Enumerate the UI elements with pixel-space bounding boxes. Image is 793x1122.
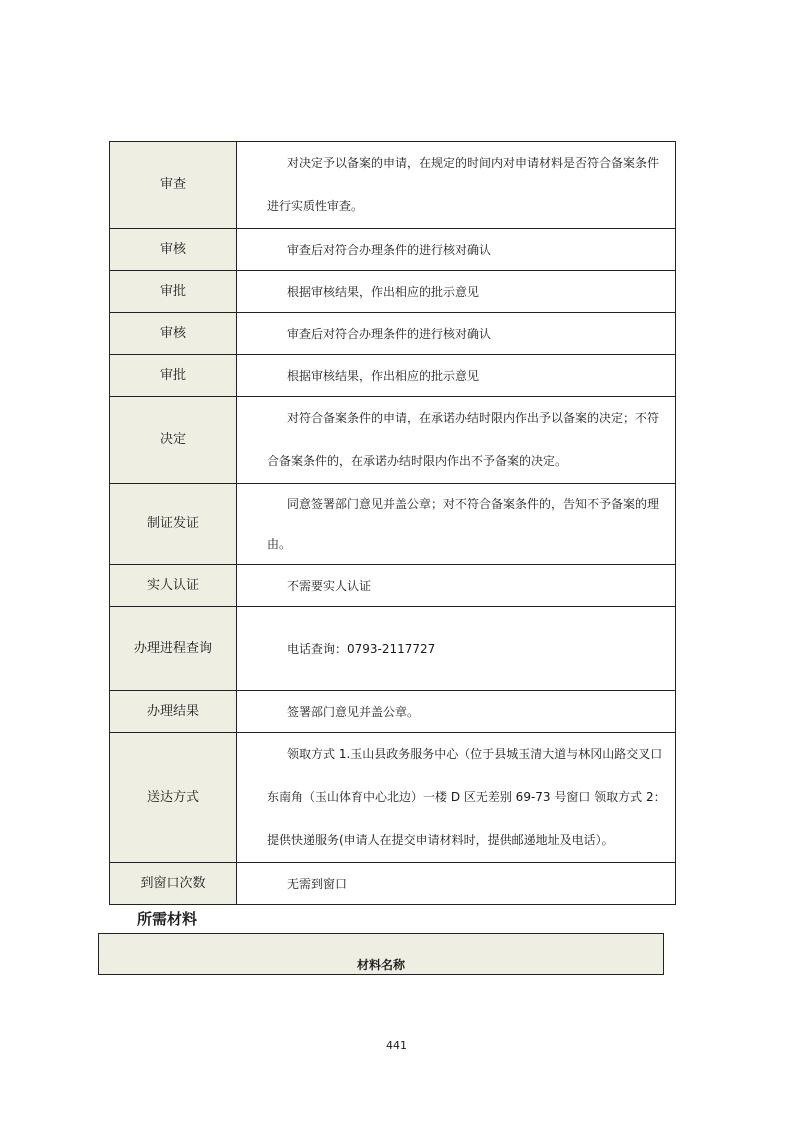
row-content: 领取方式 1.玉山县政务服务中心（位于县城玉清大道与林冈山路交叉口东南角（玉山体育中心北边）一楼 D 区无差别 69-73 号窗口 领取方式 2：提供快递服务(申请人在提交申请材料时，提供邮递地址及电话）。 <box>267 747 666 847</box>
row-label: 办理结果 <box>146 703 199 719</box>
row-content: 根据审核结果，作出相应的批示意见 <box>287 284 480 299</box>
row-content: 不需要实人认证 <box>287 578 372 593</box>
table-row <box>110 484 676 565</box>
row-label-cell <box>110 484 237 565</box>
row-label-cell <box>110 733 237 863</box>
row-label: 审核 <box>159 241 186 257</box>
row-content-cell <box>237 863 676 905</box>
row-content-cell <box>237 733 676 863</box>
table-row <box>110 229 676 271</box>
row-content-cell <box>237 355 676 397</box>
page-number: 441 <box>386 1039 407 1052</box>
row-content-cell <box>237 229 676 271</box>
table-row <box>110 271 676 313</box>
row-content: 同意签署部门意见并盖公章；对不符合备案条件的，告知不予备案的理由。 <box>267 497 660 551</box>
row-label: 审批 <box>159 367 186 383</box>
table-row <box>110 355 676 397</box>
row-label-cell <box>110 863 237 905</box>
row-label-cell <box>110 313 237 355</box>
row-label: 送达方式 <box>146 789 199 805</box>
row-content-cell <box>237 607 676 691</box>
row-content-cell <box>237 691 676 733</box>
row-label: 办理进程查询 <box>133 640 212 656</box>
materials-table-header <box>98 933 664 975</box>
table-row <box>110 607 676 691</box>
row-content-cell <box>237 142 676 229</box>
row-content-cell <box>237 565 676 607</box>
row-content: 电话查询：0793-2117727 <box>287 641 436 656</box>
row-content: 根据审核结果，作出相应的批示意见 <box>287 368 480 383</box>
row-content: 对符合备案条件的申请，在承诺办结时限内作出予以备案的决定；不符合备案条件的，在承诺办结时限内作出不予备案的决定。 <box>267 411 660 468</box>
row-content: 签署部门意见并盖公章。 <box>287 704 420 719</box>
table-row <box>110 863 676 905</box>
row-label-cell <box>110 271 237 313</box>
row-label-cell <box>110 607 237 691</box>
row-label-cell <box>110 397 237 484</box>
row-content: 审查后对符合办理条件的进行核对确认 <box>287 326 492 341</box>
table-row <box>110 313 676 355</box>
row-label: 审查 <box>159 177 186 192</box>
table-row <box>110 691 676 733</box>
row-label-cell <box>110 565 237 607</box>
row-label-cell <box>110 229 237 271</box>
table-row <box>110 142 676 229</box>
materials-header-label: 材料名称 <box>356 958 405 972</box>
row-label: 到窗口次数 <box>140 875 206 891</box>
table-row <box>110 397 676 484</box>
row-label: 审核 <box>159 325 186 341</box>
row-label: 决定 <box>159 432 186 447</box>
row-content-cell <box>237 397 676 484</box>
row-label-cell <box>110 355 237 397</box>
row-label: 制证发证 <box>146 516 199 531</box>
row-content: 无需到窗口 <box>287 876 348 891</box>
table-row <box>110 733 676 863</box>
row-content: 审查后对符合办理条件的进行核对确认 <box>287 242 492 257</box>
row-content-cell <box>237 484 676 565</box>
row-label: 审批 <box>159 283 186 299</box>
row-content-cell <box>237 271 676 313</box>
table-row <box>110 565 676 607</box>
row-content-cell <box>237 313 676 355</box>
row-label: 实人认证 <box>146 577 199 593</box>
row-content: 对决定予以备案的申请，在规定的时间内对申请材料是否符合备案条件进行实质性审查。 <box>267 156 660 213</box>
section-title: 所需材料 <box>137 910 198 928</box>
row-label-cell <box>110 142 237 229</box>
process-table <box>109 141 676 905</box>
row-label-cell <box>110 691 237 733</box>
